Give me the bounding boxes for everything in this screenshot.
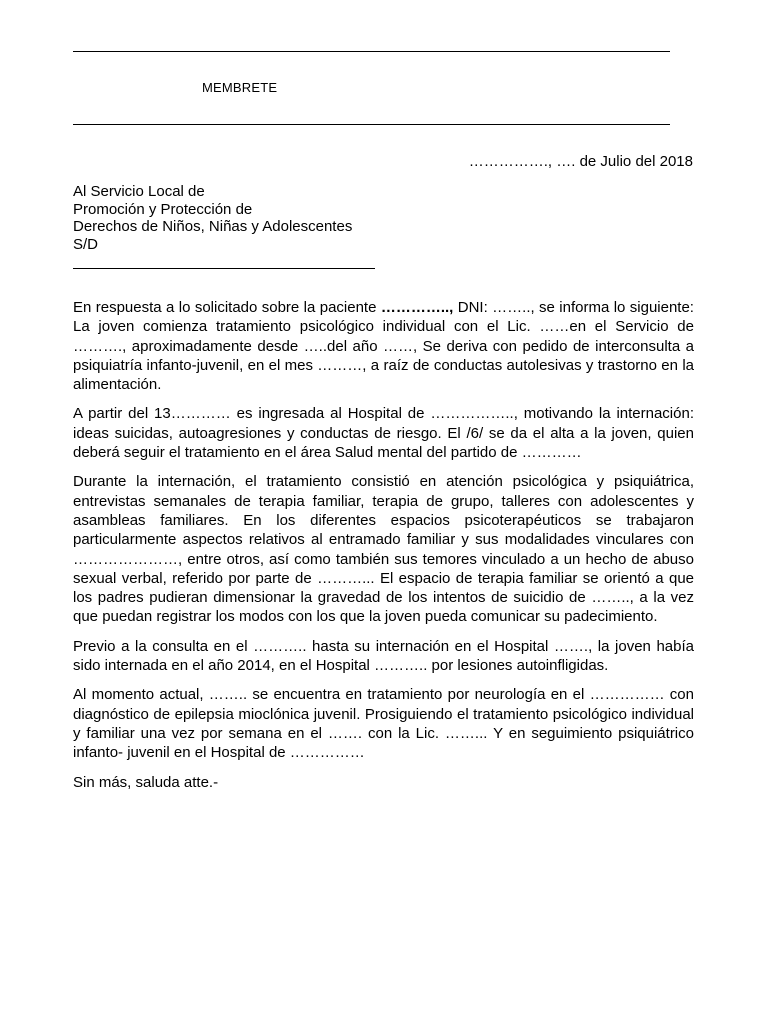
recipient-underline [73, 268, 375, 269]
body-paragraph: Previo a la consulta en el ……….. hasta su internación en el Hospital ……., la joven había sido internada en el año 2014, en el Hospital ……….. por lesiones autoinfligidas. [73, 637, 694, 675]
paragraph-text: DNI: …….., se informa lo siguiente: La joven comienza tratamiento psicológico individual con el Lic. ……en el Servicio de ………., aproximadamente desde …..del año ……, Se deriva con pedido de interconsulta a psiquiatría infanto-juvenil, en el mes ………, a raíz de conductas autolesivas y trastorno en la alimentación. [73, 299, 694, 394]
letterhead-bottom-rule [73, 124, 670, 125]
date-line: ……………., …. de Julio del 2018 [468, 153, 693, 170]
patient-name-placeholder: ………….., [380, 299, 454, 316]
body-paragraph: Al momento actual, …….. se encuentra en tratamiento por neurología en el …………… con diagnóstico de epilepsia mioclónica juvenil. Prosiguiendo el tratamiento psicológico individual y familiar una vez por semana en el ……. con la Lic. ……... Y en seguimiento psiquiátrico infanto- juvenil en el Hospital de …………… [73, 686, 694, 762]
letterhead-top-rule [73, 51, 670, 52]
recipient-line: Derechos de Niños, Niñas y Adolescentes [73, 218, 353, 235]
body-paragraph [73, 298, 694, 394]
recipient-block [73, 183, 352, 253]
paragraph-text: En respuesta a lo solicitado sobre la paciente [73, 299, 381, 316]
recipient-line: S/D [73, 235, 99, 253]
closing-line: Sin más, saluda atte.- [73, 773, 219, 791]
body-paragraph: Durante la internación, el tratamiento consistió en atención psicológica y psiquiátrica, entrevistas semanales de terapia familiar, terapia de grupo, talleres con adolescentes y asambleas familiares. En los diferentes espacios psicoterapéuticos se trabajaron particularmente aspectos relativos al entramado familiar y sus modalidades vinculares con …………………, entre otros, así como también sus temores vinculado a un hecho de abuso sexual verbal, referido por parte de ………... El espacio de terapia familiar se orientó a que los padres pudieran dimensionar la gravedad de los intentos de suicidio de …….., a la vez que puedan registrar los modos con los que la joven pueda comunicar su padecimiento. [73, 473, 694, 626]
body-paragraph: A partir del 13………… es ingresada al Hospital de …………….., motivando la internación: ideas suicidas, autoagresiones y conductas de riesgo. El /6/ se da el alta a la joven, quien deberá seguir el tratamiento en el área Salud mental del partido de ………… [73, 405, 694, 462]
recipient-line: Al Servicio Local de [73, 183, 205, 200]
letter-body [73, 298, 694, 802]
letterhead-label: MEMBRETE [202, 80, 278, 95]
recipient-line: Promoción y Protección de [73, 200, 253, 218]
